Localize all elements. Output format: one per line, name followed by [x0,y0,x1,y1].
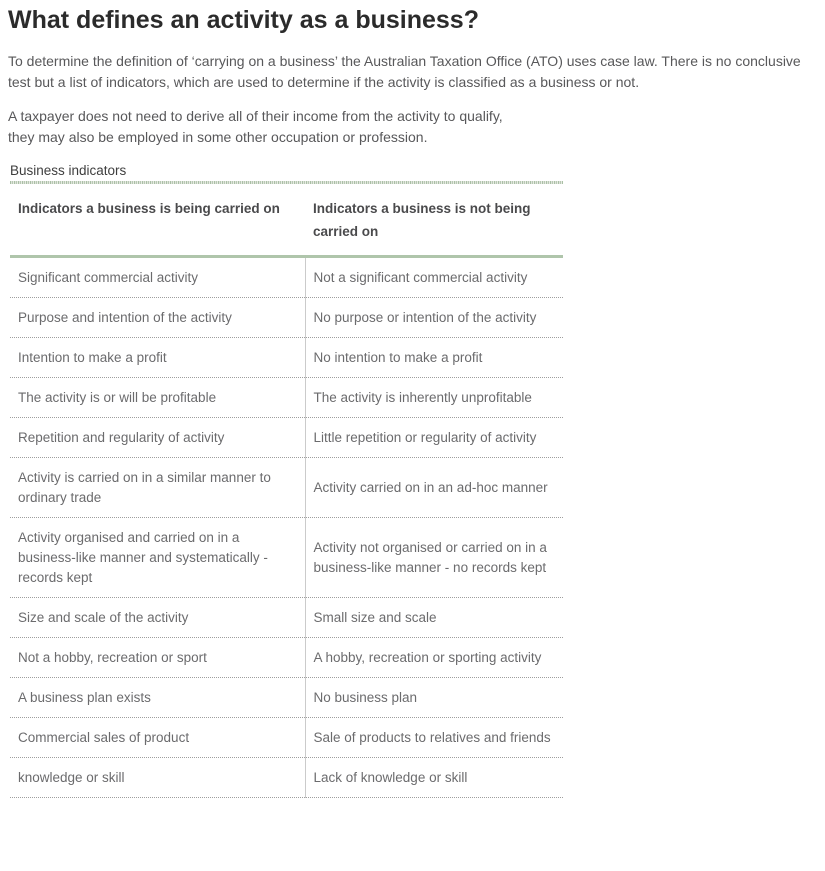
table-row [10,678,563,718]
table-header-row [10,184,563,257]
page-title: What defines an activity as a business? [8,6,479,34]
cell-not-carried-on: A hobby, recreation or sporting activity [305,638,563,678]
cell-not-carried-on: Small size and scale [305,598,563,638]
table-row [10,257,563,298]
indicator-table-body [10,257,563,798]
cell-carried-on: Not a hobby, recreation or sport [10,638,305,678]
table-caption: Business indicators [10,163,127,178]
cell-not-carried-on: The activity is inherently unprofitable [305,378,563,418]
taxpayer-paragraph-line2: they may also be employed in some other occupation or profession. [8,129,428,145]
cell-not-carried-on: Activity carried on in an ad-hoc manner [305,458,563,518]
table-row [10,458,563,518]
cell-carried-on: Repetition and regularity of activity [10,418,305,458]
table-row [10,598,563,638]
cell-not-carried-on: Activity not organised or carried on in a business-like manner - no records kept [305,518,563,598]
cell-not-carried-on: Lack of knowledge or skill [305,758,563,798]
taxpayer-paragraph-line1: A taxpayer does not need to derive all of their income from the activity to qualify, [8,108,503,124]
cell-carried-on: Intention to make a profit [10,338,305,378]
cell-not-carried-on: No business plan [305,678,563,718]
table-row [10,378,563,418]
cell-carried-on: Commercial sales of product [10,718,305,758]
cell-carried-on: Purpose and intention of the activity [10,298,305,338]
table-row [10,518,563,598]
table-row [10,338,563,378]
cell-not-carried-on: Sale of products to relatives and friends [305,718,563,758]
table-header [10,184,563,257]
table-row [10,298,563,338]
cell-not-carried-on: Little repetition or regularity of activity [305,418,563,458]
business-indicators-table [10,184,563,798]
cell-carried-on: Activity is carried on in a similar manner to ordinary trade [10,458,305,518]
cell-carried-on: Activity organised and carried on in a business-like manner and systematically - records kept [10,518,305,598]
table-row [10,638,563,678]
header-not-carried-on: Indicators a business is not being carried on [305,184,563,257]
cell-carried-on: A business plan exists [10,678,305,718]
header-carried-on: Indicators a business is being carried on [10,184,305,257]
cell-not-carried-on: No purpose or intention of the activity [305,298,563,338]
table-row [10,718,563,758]
cell-carried-on: Size and scale of the activity [10,598,305,638]
taxpayer-paragraph [8,106,819,148]
cell-carried-on: Significant commercial activity [10,257,305,298]
cell-carried-on: knowledge or skill [10,758,305,798]
table-row [10,418,563,458]
intro-paragraph: To determine the definition of ‘carrying on a business’ the Australian Taxation Office (ATO) uses case law. There is no conclusive test but a list of indicators, which are used to determine if the activity is classified as a business or not. [8,53,801,90]
cell-carried-on: The activity is or will be profitable [10,378,305,418]
cell-not-carried-on: Not a significant commercial activity [305,257,563,298]
cell-not-carried-on: No intention to make a profit [305,338,563,378]
table-row [10,758,563,798]
